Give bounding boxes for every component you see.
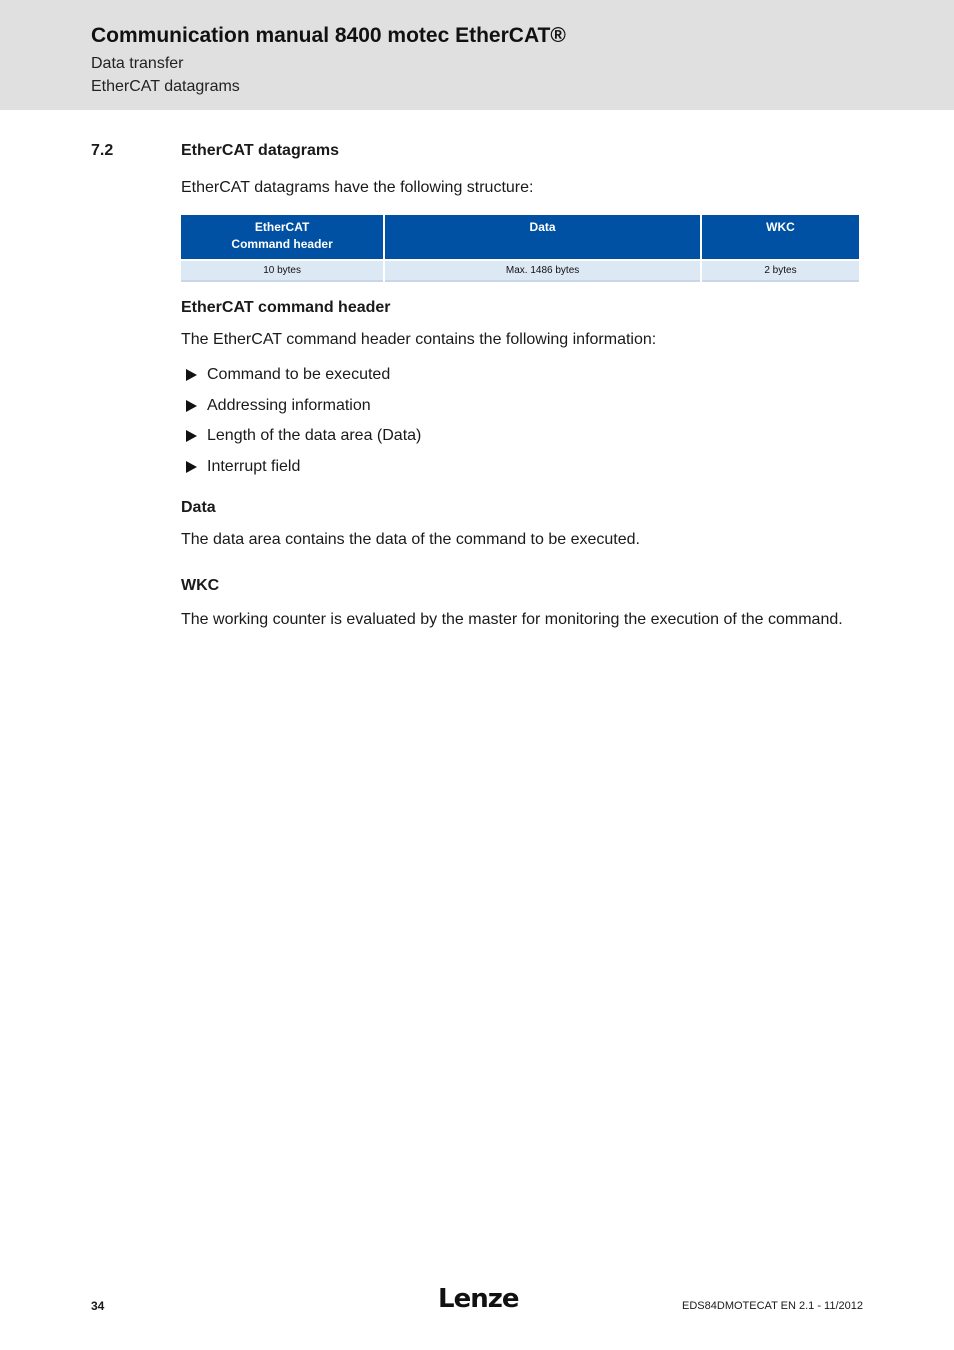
wkc-heading: WKC xyxy=(181,577,220,594)
col-header-line: WKC xyxy=(766,220,795,234)
triangle-bullet-icon xyxy=(186,400,197,412)
list-item xyxy=(186,391,421,422)
triangle-bullet-icon xyxy=(186,430,197,442)
command-header-text: The EtherCAT command header contains the following information: xyxy=(181,331,657,348)
cell-wkc-size: 2 bytes xyxy=(702,261,859,282)
lenze-logo: Lenze xyxy=(438,1284,519,1314)
list-item-label: Interrupt field xyxy=(207,457,301,475)
list-item xyxy=(186,452,421,483)
command-header-heading: EtherCAT command header xyxy=(181,299,391,316)
data-text: The data area contains the data of the command to be executed. xyxy=(181,531,640,548)
col-header-line: Data xyxy=(529,220,556,234)
document-title: Communication manual 8400 motec EtherCAT® xyxy=(91,24,566,47)
cell-header-size: 10 bytes xyxy=(181,261,383,282)
list-item-label: Command to be executed xyxy=(207,366,391,384)
list-item-label: Length of the data area (Data) xyxy=(207,427,422,445)
datagram-structure-table xyxy=(179,215,861,282)
triangle-bullet-icon xyxy=(186,369,197,381)
intro-text: EtherCAT datagrams have the following structure: xyxy=(181,179,534,196)
col-header-command-header xyxy=(181,215,383,261)
wkc-text: The working counter is evaluated by the master for monitoring the execution of the command. xyxy=(181,611,843,628)
page-number: 34 xyxy=(91,1299,105,1313)
list-item xyxy=(186,360,421,391)
list-item-label: Addressing information xyxy=(207,396,371,414)
table-row xyxy=(181,261,859,282)
col-header-line: Command header xyxy=(231,237,333,251)
col-header-line: EtherCAT xyxy=(254,220,310,234)
cell-data-size: Max. 1486 bytes xyxy=(385,261,700,282)
section-number: 7.2 xyxy=(91,142,114,159)
triangle-bullet-icon xyxy=(186,461,197,473)
col-header-wkc xyxy=(702,215,859,261)
document-reference: EDS84DMOTECAT EN 2.1 - 11/2012 xyxy=(682,1300,863,1312)
list-item xyxy=(186,421,421,452)
breadcrumb-section: EtherCAT datagrams xyxy=(91,78,240,95)
section-title: EtherCAT datagrams xyxy=(181,142,339,159)
data-heading: Data xyxy=(181,499,216,516)
breadcrumb-chapter: Data transfer xyxy=(91,55,184,72)
table-header-row xyxy=(181,215,859,261)
col-header-data xyxy=(385,215,700,261)
command-header-list xyxy=(186,360,421,482)
